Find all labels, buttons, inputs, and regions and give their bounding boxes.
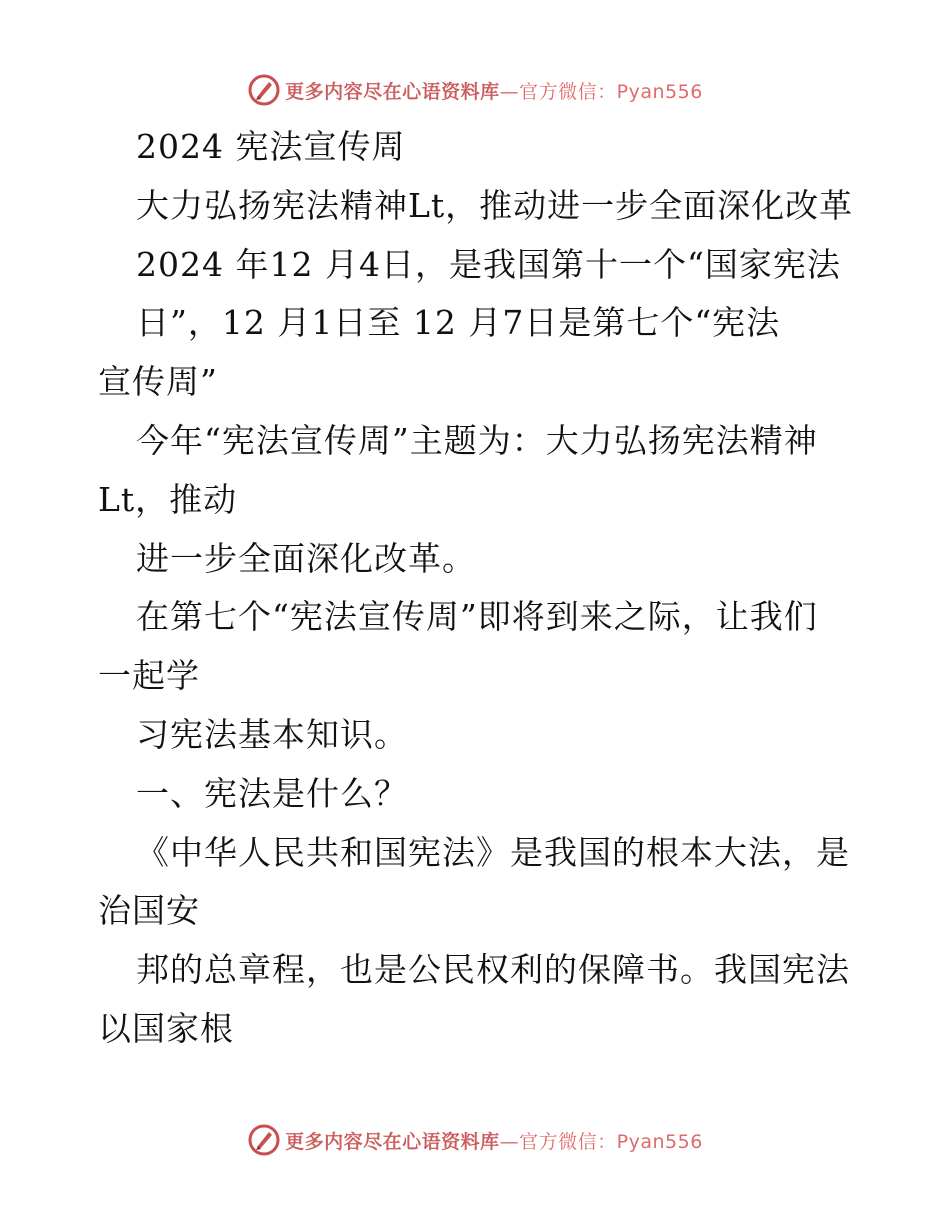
paragraph-line: 日”，12 月1日至 12 月7日是第七个“宪法 [136,303,781,343]
watermark-text [285,77,703,104]
pen-nib-seal-icon [247,73,281,107]
watermark-contact: —官方微信：Pyan556 [499,80,703,103]
paragraph-line: 今年“宪法宣传周”主题为：大力弘扬宪法精神 [136,420,818,460]
paragraph-line: 治国安 [98,891,200,931]
watermark-main: 更多内容尽在心语资料库 [285,80,500,103]
footer-watermark [0,1122,950,1158]
doc-title: 2024 宪法宣传周 [136,127,406,166]
header-watermark [0,72,950,108]
doc-subtitle: 大力弘扬宪法精神Lt，推动进一步全面深化改革 [136,185,854,225]
document-body [98,118,858,1059]
paragraph-line: 邦的总章程，也是公民权利的保障书。我国宪法 [136,950,850,990]
paragraph-line: 《中华人民共和国宪法》是我国的根本大法，是 [136,832,850,872]
paragraph-line: 在第七个“宪法宣传周”即将到来之际，让我们 [136,597,818,637]
paragraph-line: 一起学 [98,656,200,696]
paragraph-line: Lt，推动 [98,479,238,519]
paragraph-line: 宣传周” [98,362,218,402]
paragraph-line: 进一步全面深化改革。 [136,538,476,578]
watermark-main: 更多内容尽在心语资料库 [285,1130,500,1153]
paragraph-line: 以国家根 [98,1008,234,1048]
paragraph-line: 习宪法基本知识。 [136,714,408,754]
section-heading: 一、宪法是什么？ [136,773,408,813]
pen-nib-seal-icon [247,1123,281,1157]
paragraph-line: 2024 年12 月4日，是我国第十一个“国家宪法 [136,244,841,284]
watermark-contact: —官方微信：Pyan556 [499,1130,703,1153]
watermark-text [285,1127,703,1154]
